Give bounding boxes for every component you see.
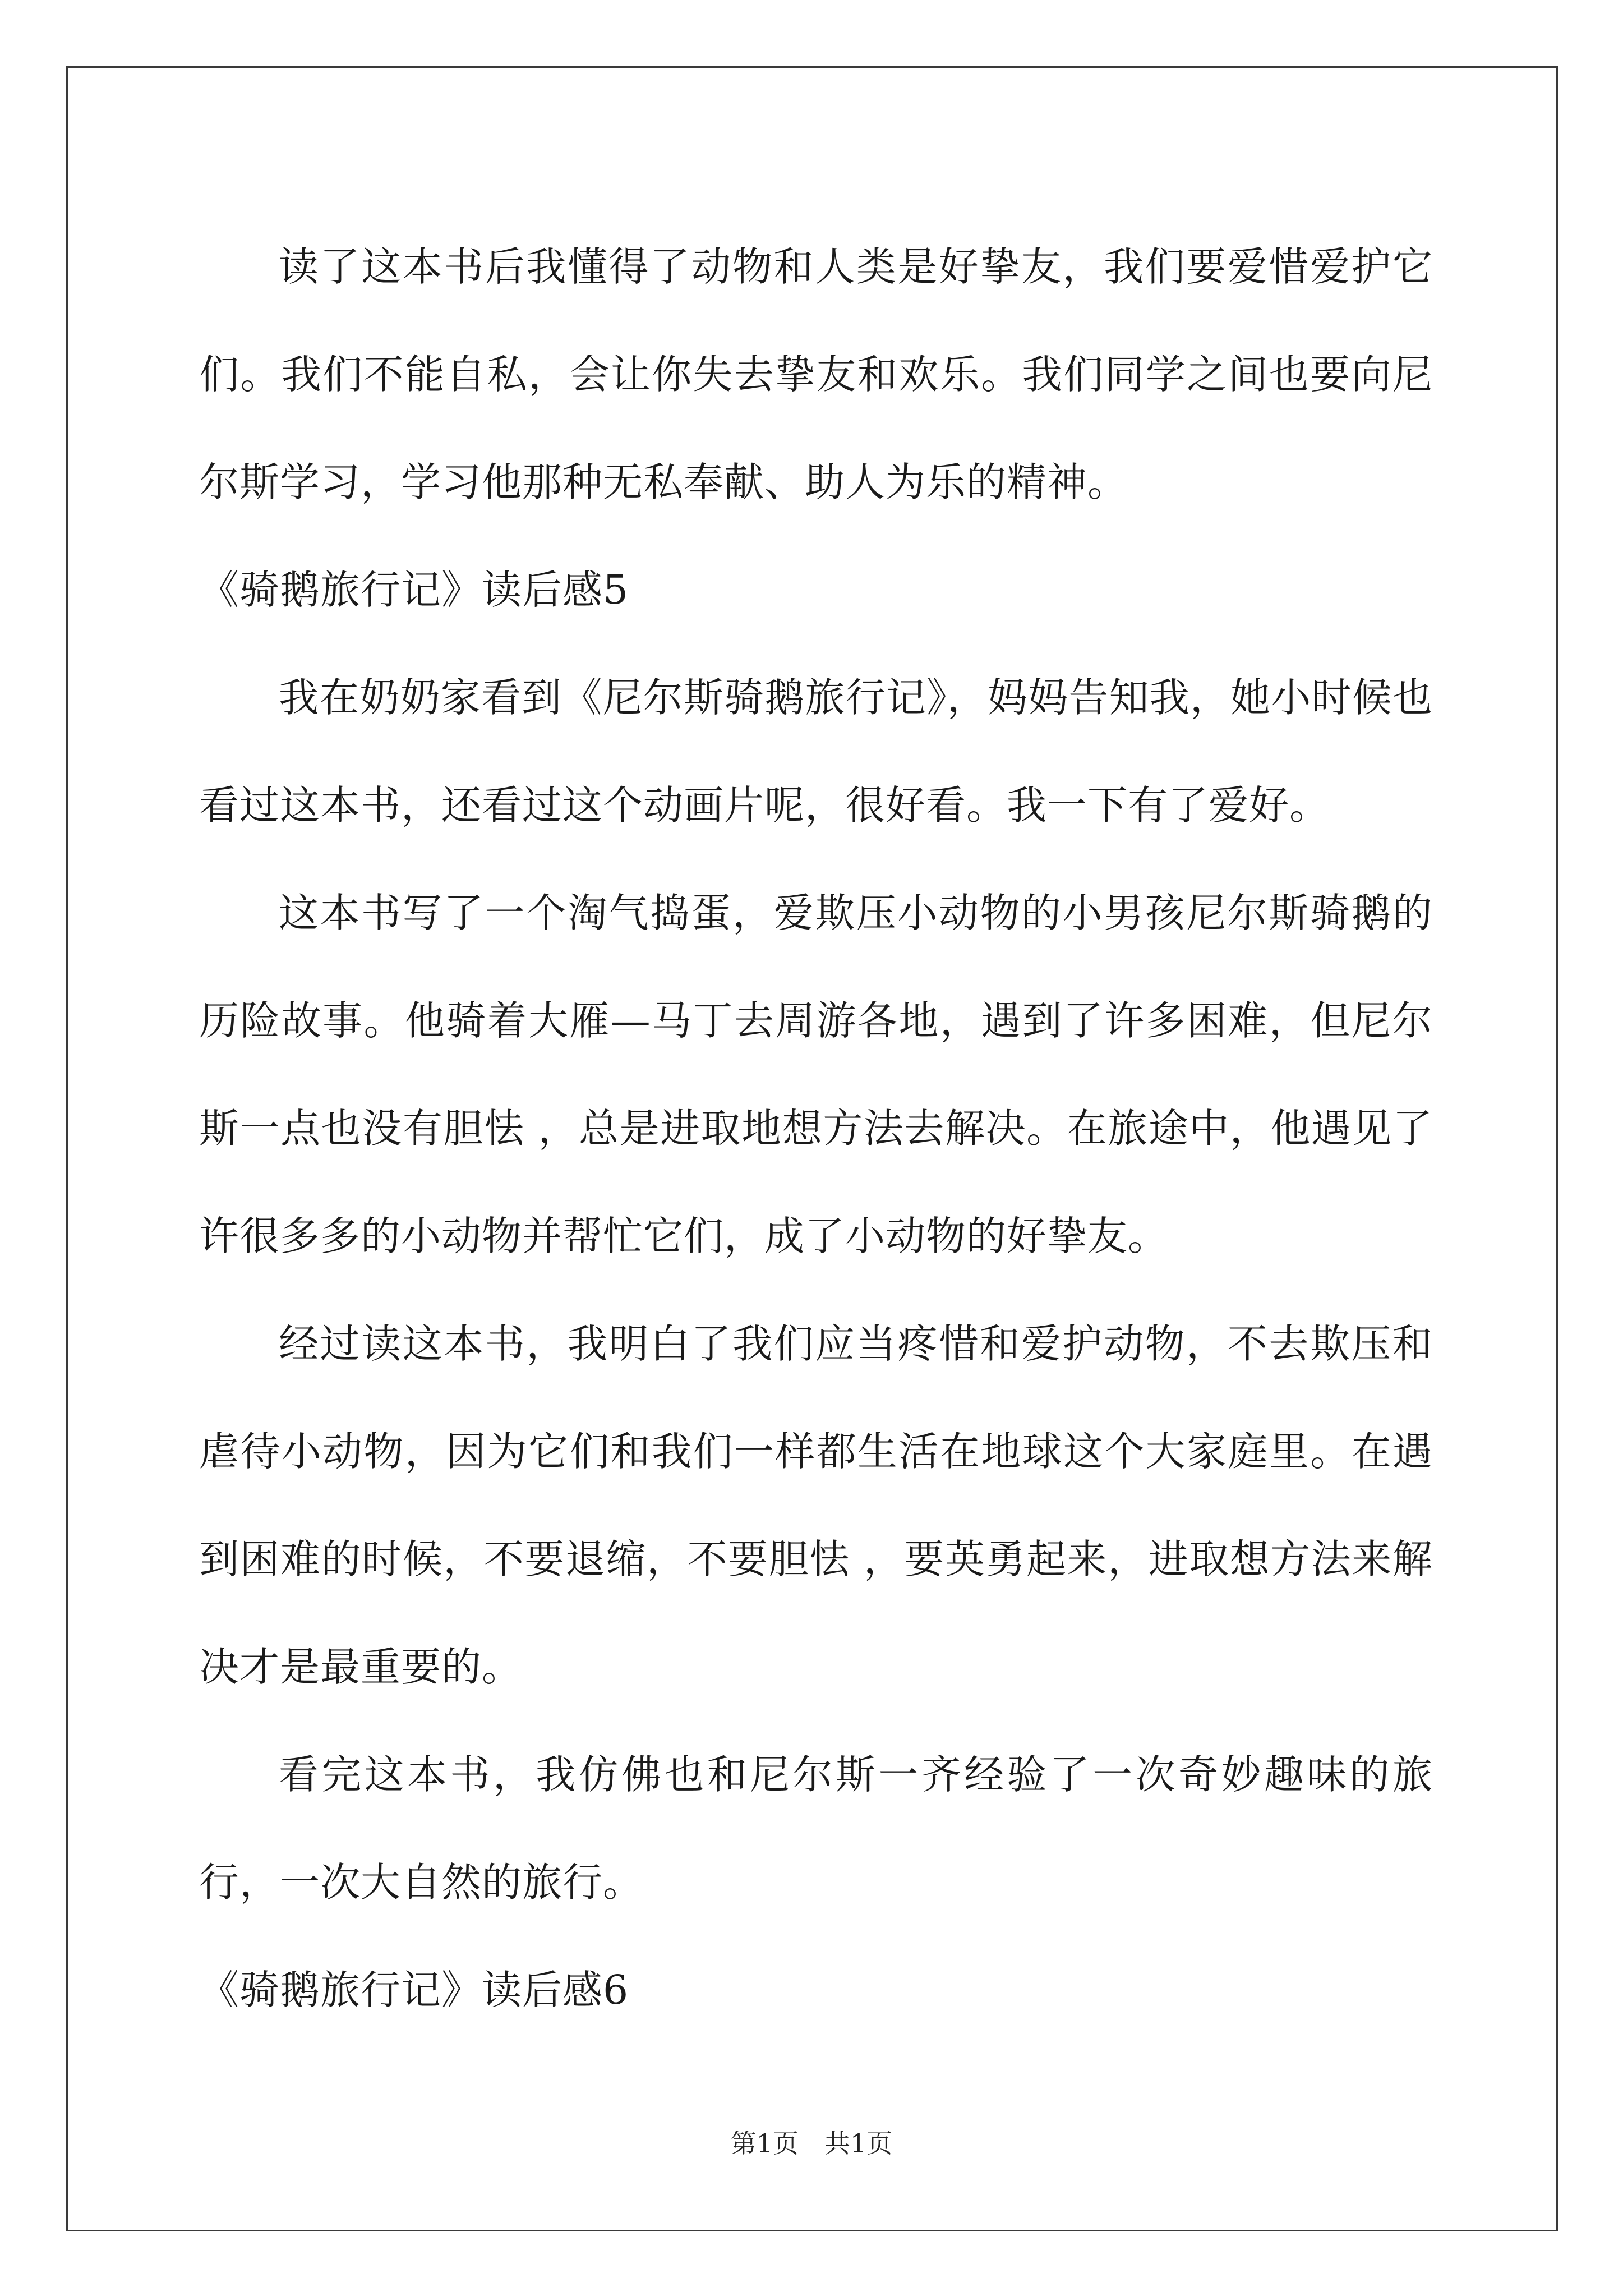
paragraph: 看完这本书，我仿佛也和尼尔斯一齐经验了一次奇妙趣味的旅行，一次大自然的旅行。 [199,1751,1433,1906]
paragraph: 读了这本书后我懂得了动物和人类是好挚友，我们要爱惜爱护它们。我们不能自私，会让你失去挚友和欢乐。我们同学之间也要向尼尔斯学习，学习他那种无私奉献、助人为乐的精神。 [199,243,1433,505]
paragraph: 经过读这本书，我明白了我们应当疼惜和爱护动物，不去欺压和虐待小动物，因为它们和我们一样都生活在地球这个大家庭里。在遇到困难的时候，不要退缩，不要胆怯 ，要英勇起来，进取想方法来解决才是最重要的。 [199,1320,1433,1690]
section-heading: 《骑鹅旅行记》读后感5 [199,567,629,613]
document-body [199,213,1433,2044]
paragraph: 我在奶奶家看到《尼尔斯骑鹅旅行记》，妈妈告知我，她小时候也看过这本书，还看过这个动画片呢，很好看。我一下有了爱好。 [199,674,1433,829]
paragraph: 这本书写了一个淘气捣蛋，爱欺压小动物的小男孩尼尔斯骑鹅的历险故事。他骑着大雁—马丁去周游各地，遇到了许多困难，但尼尔斯一点也没有胆怯 ，总是进取地想方法去解决。在旅途中，他遇见了许很多多的小动物并帮忙它们，成了小动物的好挚友。 [199,890,1433,1259]
page-footer: 第1页 共1页 [730,2128,893,2159]
section-heading: 《骑鹅旅行记》读后感6 [199,1967,629,2013]
